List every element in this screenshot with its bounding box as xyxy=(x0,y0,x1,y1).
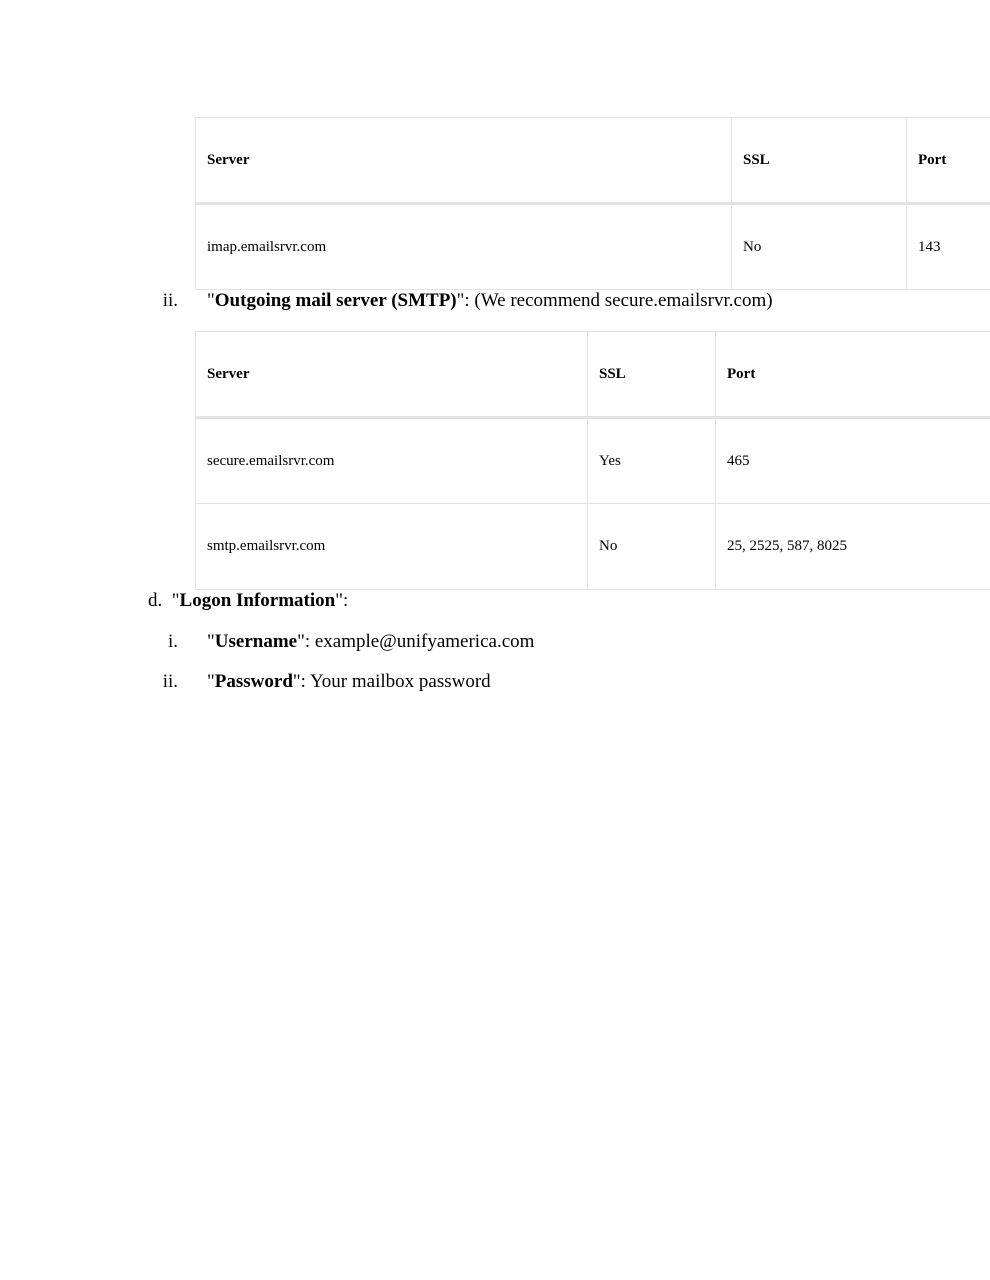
cell-port: 465 xyxy=(716,418,990,504)
quote: " xyxy=(297,631,305,652)
cell-server: secure.emailsrvr.com xyxy=(196,418,588,504)
table-header-row xyxy=(196,332,990,418)
username-item xyxy=(207,630,534,654)
table-row xyxy=(196,204,990,290)
table-row xyxy=(196,418,990,504)
list-marker: d. xyxy=(148,590,163,611)
cell-ssl: Yes xyxy=(588,418,716,504)
cell-ssl: No xyxy=(588,504,716,590)
list-marker: i. xyxy=(167,631,178,652)
quote: " xyxy=(207,290,215,311)
logon-information-label: Logon Information xyxy=(179,590,336,611)
cell-port: 25, 2525, 587, 8025 xyxy=(716,504,990,590)
quote: " xyxy=(207,671,215,692)
outgoing-server-label: Outgoing mail server (SMTP) xyxy=(214,290,457,311)
quote: " xyxy=(335,590,343,611)
cell-ssl: No xyxy=(732,204,907,290)
outgoing-server-table xyxy=(195,331,990,590)
header-server: Server xyxy=(196,118,732,204)
quote: " xyxy=(171,590,180,611)
header-port: Port xyxy=(716,332,990,418)
logon-information-text: : xyxy=(343,590,349,611)
username-label: Username xyxy=(214,631,298,652)
incoming-server-table xyxy=(195,117,990,290)
password-label: Password xyxy=(214,671,293,692)
quote: " xyxy=(207,631,215,652)
header-server: Server xyxy=(196,332,588,418)
cell-port: 143 xyxy=(907,204,990,290)
header-ssl: SSL xyxy=(732,118,907,204)
password-item xyxy=(207,670,491,694)
outgoing-server-text: : (We recommend secure.emailsrvr.com) xyxy=(464,290,773,311)
password-text: : Your mailbox password xyxy=(300,671,491,692)
logon-information-item xyxy=(148,589,348,613)
table-row xyxy=(196,504,990,590)
header-ssl: SSL xyxy=(588,332,716,418)
outgoing-server-item xyxy=(207,289,773,313)
username-text: : example@unifyamerica.com xyxy=(304,631,535,652)
quote: " xyxy=(456,290,465,311)
quote: " xyxy=(292,671,301,692)
cell-server: imap.emailsrvr.com xyxy=(196,204,732,290)
list-marker: ii. xyxy=(162,290,178,311)
header-port: Port xyxy=(907,118,990,204)
table-header-row xyxy=(196,118,990,204)
list-marker: ii. xyxy=(162,671,178,692)
cell-server: smtp.emailsrvr.com xyxy=(196,504,588,590)
